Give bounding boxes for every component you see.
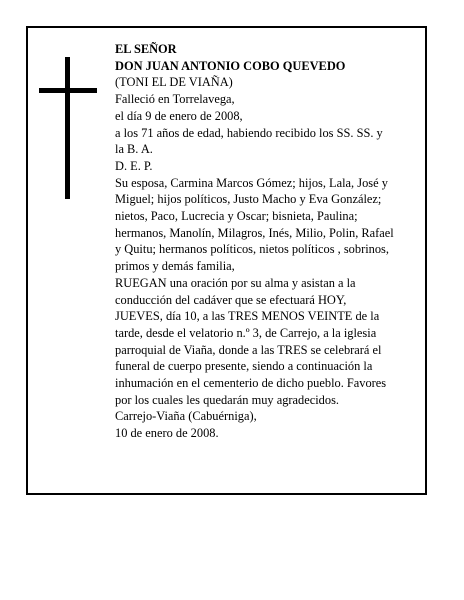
death-date: el día 9 de enero de 2008,	[115, 108, 243, 123]
age-line: a los 71 años de edad, habiendo recibido los SS. SS. y	[115, 125, 383, 140]
request-line: funeral de cuerpo presente, siendo a continuación la	[115, 359, 373, 374]
age-line: la B. A.	[115, 142, 153, 157]
notice-date: 10 de enero de 2008.	[115, 426, 219, 441]
obituary-notice	[26, 26, 427, 495]
notice-text	[115, 41, 425, 442]
request-line: inhumación en el cementerio de dicho pueblo. Favores	[115, 376, 387, 391]
death-place: Falleció en Torrelavega,	[115, 92, 235, 107]
request-line: tarde, desde el velatorio n.º 3, de Carrejo, a la iglesia	[115, 325, 377, 340]
request-line: conducción del cadáver que se efectuará HOY,	[115, 292, 347, 307]
request-line: RUEGAN una oración por su alma y asistan a la	[115, 275, 356, 290]
dep-line: D. E. P.	[115, 158, 153, 173]
deceased-nickname: (TONI EL DE VIAÑA)	[115, 75, 233, 90]
cross-icon	[39, 57, 97, 199]
cross-vertical-bar	[65, 57, 70, 199]
deceased-name: DON JUAN ANTONIO COBO QUEVEDO	[115, 58, 346, 73]
request-line: parroquial de Viaña, donde a las TRES se celebrará el	[115, 342, 382, 357]
cross-horizontal-bar	[39, 88, 97, 93]
family-line: Miguel; hijos políticos, Justo Macho y Eva González;	[115, 192, 382, 207]
family-line: primos y demás familia,	[115, 259, 235, 274]
notice-header: EL SEÑOR	[115, 42, 177, 56]
request-line: JUEVES, día 10, a las TRES MENOS VEINTE de la	[115, 309, 380, 324]
family-line: Su esposa, Carmina Marcos Gómez; hijos, Lala, José y	[115, 175, 388, 190]
family-line: y Quitu; hermanos políticos, nietos políticos , sobrinos,	[115, 242, 389, 257]
family-line: nietos, Paco, Lucrecia y Oscar; bisnieta, Paulina;	[115, 209, 358, 224]
request-line: por los cuales les quedarán muy agradecidos.	[115, 392, 339, 407]
notice-place: Carrejo-Viaña (Cabuérniga),	[115, 409, 257, 424]
family-line: hermanos, Manolín, Milagros, Inés, Milio, Polin, Rafael	[115, 225, 394, 240]
